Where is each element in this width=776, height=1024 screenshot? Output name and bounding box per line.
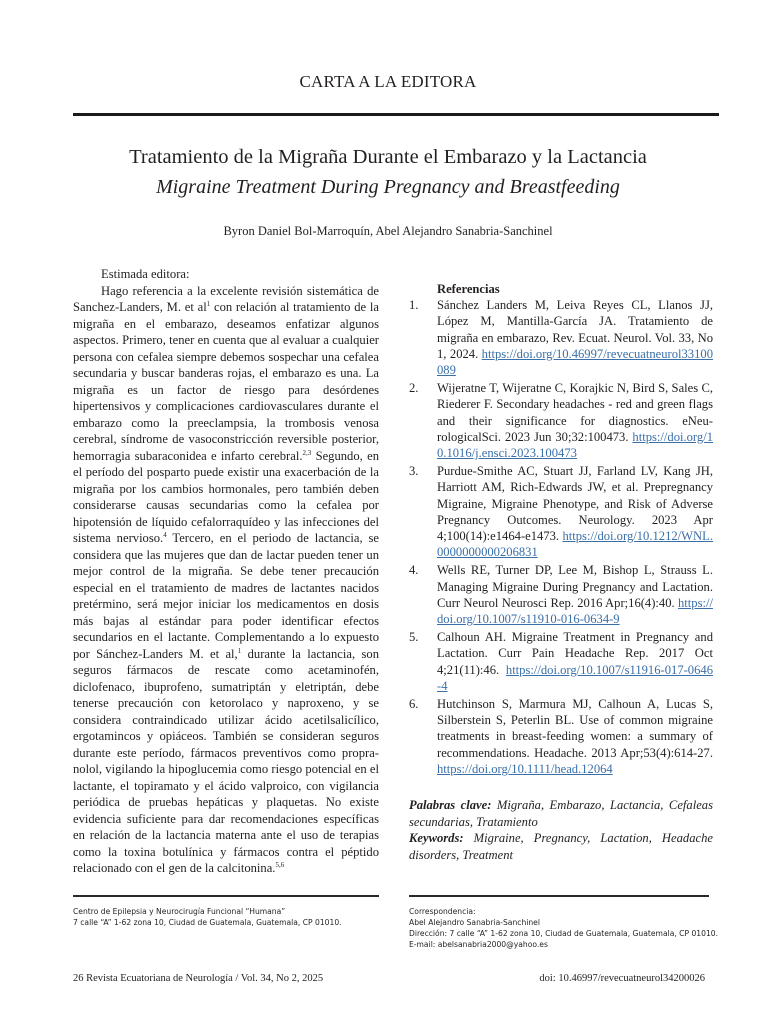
letter-body — [73, 266, 379, 877]
reference-number: 6. — [409, 697, 419, 712]
reference-doi-link[interactable]: https://doi.org/10.1212/WNL.0000000000206831 — [437, 529, 713, 560]
reference-doi-link[interactable]: https://doi.org/10.1111/head.12064 — [437, 761, 613, 776]
citation-marker: 5,6 — [275, 860, 285, 869]
citation-marker: 4 — [163, 530, 167, 539]
correspondence — [409, 906, 729, 950]
correspondence-label: Correspondencia: — [409, 907, 476, 916]
keywords-english — [409, 830, 713, 863]
right-column — [409, 281, 713, 863]
reference-item — [409, 629, 713, 694]
author-list: Byron Daniel Bol-Marroquín, Abel Alejandro Sanabria-Sanchinel — [223, 224, 553, 238]
reference-number: 3. — [409, 464, 419, 479]
reference-doi-link[interactable]: https://doi.org/10.1016/j.ensci.2023.100473 — [437, 429, 713, 461]
section-label: CARTA A LA EDITORA — [299, 72, 477, 91]
affiliation-address: 7 calle “A” 1-62 zona 10, Ciudad de Guatemala, Guatemala, CP 01010. — [73, 918, 342, 927]
body-text: Tercero, en el periodo de lactancia, se considera que las mujeres que dan de lactar pueden tener un mejor control de la migraña. Se debe tener precaución especial en el tratamiento de madres de lactantes nacidos pretérmino, será mejor iniciar los medicamentos en dosis más bajas al estándar para poder identificar efectos secundarios en el lactante. Complementando a lo expuesto por Sánchez-Landers M. et al, — [73, 531, 379, 661]
reference-text: Wijeratne T, Wijeratne C, Korajkic N, Bird S, Sales C, Riederer F. Secondary headaches - red and green flags and their significance for diagnostics. eNeurologicalSci. 2023 Jun 30;32:100473. — [437, 381, 713, 444]
keywords-spanish-text: Migraña, Embarazo, Lactancia, Cefaleas secundarias, Tratamiento — [409, 798, 713, 829]
keywords-block — [409, 797, 713, 863]
reference-item — [409, 380, 713, 461]
affiliation-institution: Centro de Epilepsia y Neurocirugía Funcional “Humana” — [73, 907, 286, 916]
body-text: Segundo, en el período del posparto puede existir una exacerbación de la migraña por los cambios hormonales, pero también deben considerarse causas secundarias como la cefalea por hipotensión de líquido cefalorraquídeo y las infecciones del sistema nervioso. — [73, 448, 379, 545]
citation-marker: 1 — [206, 299, 211, 308]
reference-text: Calhoun AH. Migraine Treatment in Pregnancy and Lactation. Curr Pain Headache Rep. 2017 Oct 4;21(11):46. — [437, 630, 713, 677]
reference-number: 5. — [409, 630, 419, 645]
references-heading: Referencias — [437, 282, 500, 296]
correspondence-email[interactable]: E-mail: abelsanabria2000@yahoo.es — [409, 940, 548, 949]
correspondence-divider — [409, 895, 709, 897]
article-title-english: Migraine Treatment During Pregnancy and Breastfeeding — [156, 176, 620, 198]
citation-marker: 2,3 — [302, 448, 312, 457]
reference-item — [409, 696, 713, 777]
reference-item — [409, 562, 713, 627]
journal-citation-footer: 26 Revista Ecuatoriana de Neurología / Vol. 34, No 2, 2025 — [73, 973, 324, 984]
body-text: con relación al tratamiento de la migraña en el embarazo, deseamos enfatizar algunos aspectos. Primero, tener en cuenta que al evaluar a cualquier persona con cefalea siempre debemos sospechar una cefalea secundaria y buscar banderas rojas, el embarazo es una. La migraña es un factor de riesgo para desórdenes hipertensivos y complicaciones cardiovasculares durante el embarazo como la preeclampsia, la trombosis venosa cerebral, síndrome de vasoconstricción reversible posterior, hemorragia subaraconidea e infarto cerebral. — [73, 300, 379, 463]
reference-text: Purdue-Smithe AC, Stuart JJ, Farland LV, Kang JH, Harriott AM, Rich-Edwards JW, et al. Prepregnancy Migraine, Migraine Phenotype, and Risk of Adverse Pregnancy Outcomes. Neurology. 2023 Apr 4;100(14):e1464-e1473. — [437, 464, 713, 544]
reference-item — [409, 463, 713, 560]
header-divider — [73, 113, 719, 116]
body-paragraph — [73, 283, 379, 877]
reference-number: 2. — [409, 381, 419, 396]
reference-doi-link[interactable]: https://doi.org/10.46997/revecuatneurol33100089 — [437, 346, 713, 378]
keywords-spanish-label: Palabras clave: — [409, 798, 492, 813]
article-title-spanish: Tratamiento de la Migraña Durante el Embarazo y la Lactancia — [129, 146, 647, 168]
reference-text: Hutchinson S, Marmura MJ, Calhoun A, Lucas S, Silberstein S, Peterlin BL. Use of common migraine treatments in breast-feeding women: a summary of recommendations. Headache. 2013 Apr;53(4):614-27. — [437, 697, 713, 760]
reference-list — [409, 297, 713, 777]
reference-text: Wells RE, Turner DP, Lee M, Bishop L, Strauss L. Managing Migraine During Pregnancy and Lactation. Curr Neurol Neurosci Rep. 2016 Apr;16(4):40. — [437, 563, 713, 610]
reference-doi-link[interactable]: https://doi.org/10.1007/s11916-017-0646-4 — [437, 662, 713, 693]
reference-text: Sánchez Landers M, Leiva Reyes CL, Llanos JJ, López M, Mantilla-García JA. Tratamiento de migraña en embarazo, Rev. Ecuat. Neurol. Vol. 33, No 1, 2024. — [437, 298, 713, 361]
affiliation — [73, 906, 393, 928]
body-text: Hago referencia a la excelente revisión sistemática de Sanchez-Landers, M. et al — [73, 283, 379, 314]
reference-number: 4. — [409, 563, 419, 578]
reference-number: 1. — [409, 298, 419, 313]
keywords-english-text: Migraine, Pregnancy, Lactation, Headache disorders, Treatment — [409, 831, 713, 862]
reference-doi-link[interactable]: https://doi.org/10.1007/s11910-016-0634-9 — [437, 595, 713, 627]
reference-item — [409, 297, 713, 378]
correspondence-address: Dirección: 7 calle “A” 1-62 zona 10, Ciudad de Guatemala, Guatemala, CP 01010. — [409, 929, 719, 938]
doi-footer: doi: 10.46997/revecuatneurol34200026 — [539, 973, 705, 984]
keywords-spanish — [409, 797, 713, 830]
affiliation-divider — [73, 895, 379, 897]
correspondence-name: Abel Alejandro Sanabria-Sanchinel — [409, 918, 540, 927]
citation-marker: 1 — [237, 646, 242, 655]
keywords-english-label: Keywords: — [409, 831, 464, 846]
salutation: Estimada editora: — [101, 267, 190, 281]
body-text: durante la lactancia, son seguros fármacos de rescate como acetaminofén, diclofenaco, ibuprofeno, sumatriptán y eletriptán, debe tenerse precaución con ketorolaco y naproxeno, y se considera contraindicado utilizar ácido acetilsalicílico, ergotamincos y opiáceos. También se consideran seguros durante este período, fármacos preventivos como propranolol, vigilando la hipoglucemia como riesgo potencial en el lactante, el topiramato y el ácido valproico, con vigilancia periódica de pruebas hepáticas y plaquetas. No existe evidencia suficiente para dar recomendaciones específicas en relación de la lactancia materna ante el uso de terapias como la toxina botulínica y fármacos contra el péptido relacionado con el gen de la calcitonina. — [73, 646, 379, 875]
